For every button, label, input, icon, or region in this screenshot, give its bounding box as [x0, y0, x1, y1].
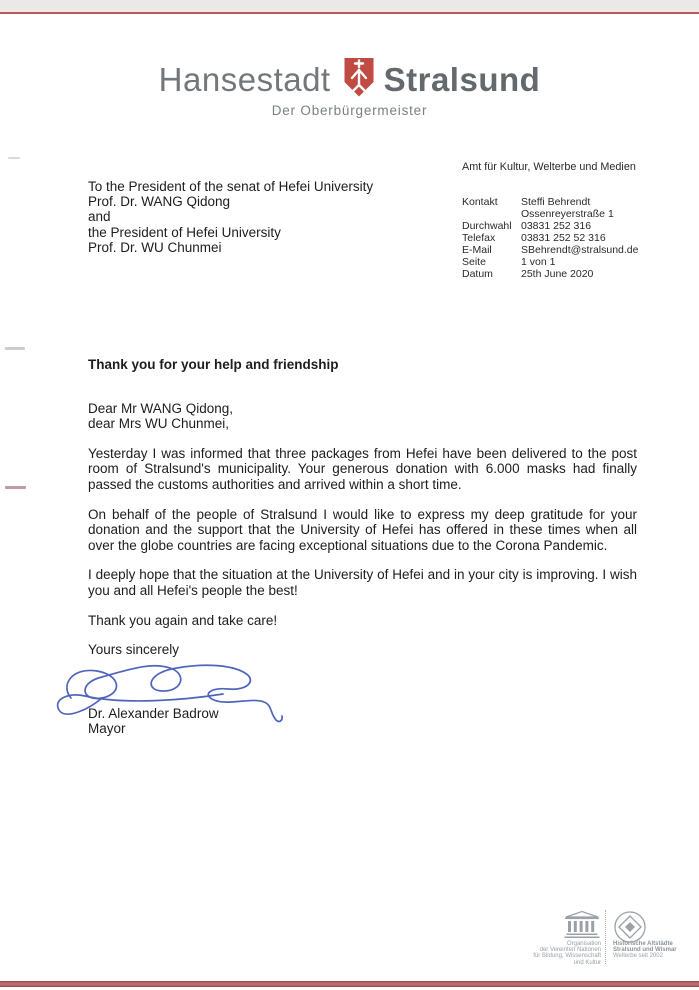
- paragraph: Thank you again and take care!: [88, 612, 278, 628]
- unesco-caption-line: der Vereinten Nationen: [539, 947, 601, 954]
- heritage-caption-line: Historische Altstädte: [613, 941, 673, 947]
- heritage-caption-line: Stralsund und Wismar: [613, 947, 677, 954]
- contact-label: Kontakt: [462, 196, 498, 208]
- recipient-address: [88, 179, 373, 255]
- top-rule: [0, 12, 699, 14]
- recipient-line: the President of Hefei University: [88, 224, 281, 240]
- letterhead: [0, 57, 699, 103]
- contact-label: E-Mail: [462, 244, 492, 256]
- office-contact-block: [462, 161, 682, 280]
- fold-mark: [5, 486, 26, 489]
- contact-details: [462, 196, 682, 280]
- salutation-line: Dear Mr WANG Qidong,: [88, 400, 234, 416]
- unesco-caption-line: und Kultur: [573, 959, 601, 966]
- contact-label: [462, 208, 521, 220]
- heritage-caption: [613, 941, 699, 960]
- fold-mark: [8, 157, 20, 159]
- scan-edge-band: [0, 0, 699, 12]
- unesco-caption-line: für Bildung, Wissenschaft: [533, 953, 601, 960]
- department-name: Amt für Kultur, Welterbe und Medien: [462, 161, 636, 173]
- contact-value: 03831 252 52 316: [521, 232, 606, 244]
- contact-value: Steffi Behrendt: [521, 196, 591, 208]
- closing-line: Yours sincerely: [88, 642, 180, 658]
- contact-label: Telefax: [462, 232, 496, 244]
- fold-mark: [5, 347, 25, 350]
- contact-value: 25th June 2020: [521, 268, 594, 280]
- subject-line: Thank you for your help and friendship: [88, 357, 339, 372]
- contact-label: Seite: [462, 256, 486, 268]
- heritage-caption-line: Welterbe seit 2002: [613, 953, 663, 960]
- unesco-caption-line: Organisation: [566, 941, 601, 947]
- paragraph: I deeply hope that the situation at the University of Hefei and in your city is improving. I wish you and all Hefei's people the best!: [88, 567, 637, 598]
- stralsund-coat-of-arms-icon: [343, 57, 375, 103]
- salutation: [88, 401, 637, 432]
- unesco-caption: [500, 941, 601, 966]
- recipient-line: Prof. Dr. WANG Qidong: [88, 194, 231, 210]
- contact-value: Ossenreyerstraße 1: [521, 208, 614, 220]
- unesco-logo-icon: [562, 910, 602, 945]
- letter-body: [88, 357, 637, 658]
- signer-block: [88, 706, 219, 737]
- contact-value: 03831 252 316: [521, 220, 592, 232]
- bottom-rule: [0, 981, 699, 987]
- contact-label: Durchwahl: [462, 220, 512, 232]
- signer-title: Mayor: [88, 721, 126, 737]
- recipient-line: To the President of the senat of Hefei University: [88, 179, 374, 194]
- salutation-line: dear Mrs WU Chunmei,: [88, 416, 230, 432]
- contact-label: Datum: [462, 268, 493, 280]
- signer-name: Dr. Alexander Badrow: [88, 706, 219, 721]
- contact-value: SBehrendt@stralsund.de: [521, 244, 639, 256]
- contact-value: 1 von 1: [521, 256, 556, 268]
- recipient-line: and: [88, 209, 111, 225]
- paragraph: On behalf of the people of Stralsund I would like to express my deep gratitude for your donation and the support that the University of Hefei has offered in these times when all over the globe countries are facing exceptional situations due to the Corona Pandemic.: [88, 506, 637, 553]
- brand-prefix: Hansestadt: [158, 61, 331, 98]
- letterhead-subtitle: Der Oberbürgermeister: [271, 103, 428, 118]
- footer-dotted-divider: [605, 910, 606, 964]
- recipient-line: Prof. Dr. WU Chunmei: [88, 239, 222, 255]
- paragraph: Yesterday I was informed that three packages from Hefei have been delivered to the post room of Stralsund's municipality. Your generous donation with 6.000 masks had finally passed the customs authorities and arrived within a short time.: [88, 445, 637, 492]
- brand-name: Stralsund: [383, 61, 541, 98]
